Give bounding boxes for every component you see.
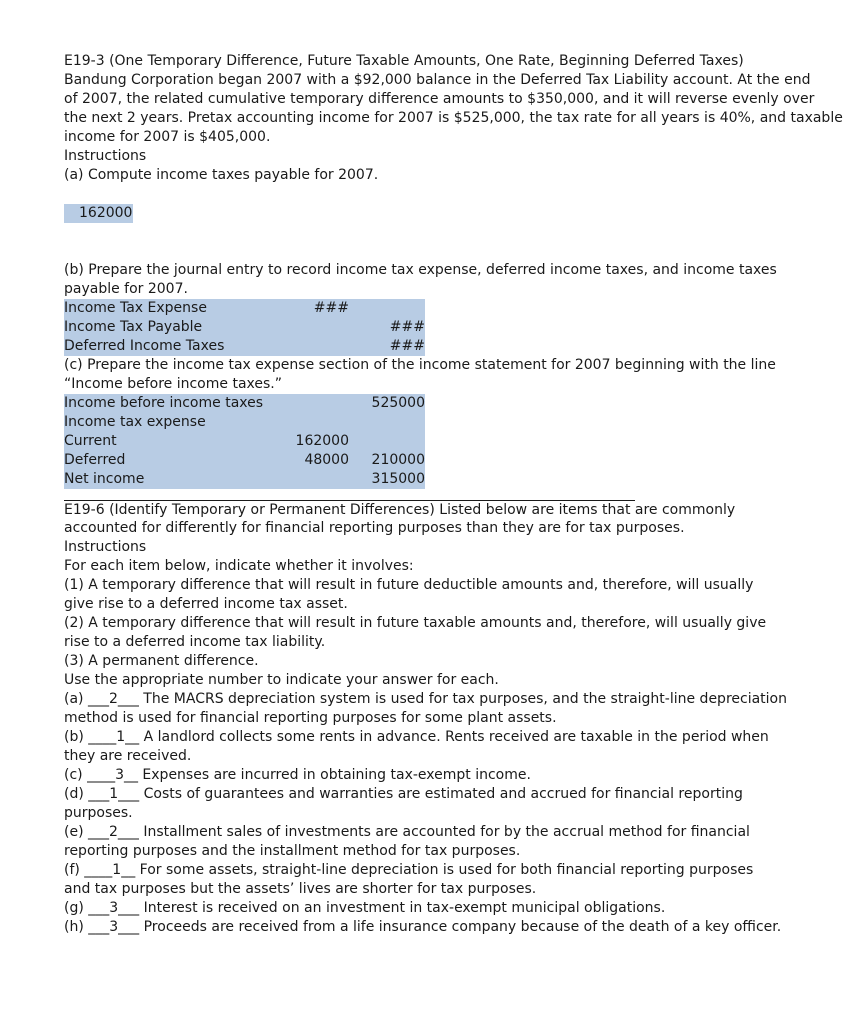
item-d-line: (d) ___1___ Costs of guarantees and warranties are estimated and accrued for financial reporting: [64, 786, 743, 802]
item-h-line: (h) ___3___ Proceeds are received from a life insurance company because of the death of a key officer.: [64, 919, 782, 935]
journal-credit: ###: [389, 338, 425, 354]
part-b-question: payable for 2007.: [64, 281, 188, 297]
part-c-question: “Income before income taxes.”: [64, 376, 282, 392]
e19-3-text-line: of 2007, the related cumulative temporary difference amounts to $350,000, and it will reverse evenly over: [64, 91, 815, 107]
statement-label: Net income: [64, 471, 145, 487]
part-a-question: (a) Compute income taxes payable for 2007.: [64, 167, 379, 183]
statement-mid: [284, 470, 349, 489]
statement-label: Income before income taxes: [64, 395, 264, 411]
statement-right: 210000: [371, 452, 425, 468]
item-a-line: (a) ___2___ The MACRS depreciation system is used for tax purposes, and the straight-line depreciation: [64, 691, 787, 707]
e19-6-text-line: rise to a deferred income tax liability.: [64, 634, 326, 650]
statement-right: 315000: [371, 471, 425, 487]
statement-label: Deferred: [64, 452, 126, 468]
statement-row[interactable]: [64, 451, 425, 470]
item-c-line: (c) ____3__ Expenses are incurred in obtaining tax-exempt income.: [64, 767, 531, 783]
statement-mid: [284, 394, 349, 413]
statement-right: 525000: [371, 395, 425, 411]
statement-row[interactable]: [64, 394, 425, 413]
item-b-line: (b) ____1__ A landlord collects some rents in advance. Rents received are taxable in the period when: [64, 729, 769, 745]
part-c-question: (c) Prepare the income tax expense section of the income statement for 2007 beginning with the line: [64, 357, 776, 373]
statement-label: Current: [64, 433, 117, 449]
e19-6-text-line: (3) A permanent difference.: [64, 653, 259, 669]
statement-right: [349, 413, 425, 432]
journal-credit: [349, 299, 425, 318]
answer-a-row: [64, 204, 635, 223]
journal-account: Deferred Income Taxes: [64, 338, 225, 354]
e19-6-text-line: give rise to a deferred income tax asset.: [64, 596, 348, 612]
journal-account: Income Tax Expense: [64, 300, 207, 316]
journal-row[interactable]: [64, 337, 425, 356]
item-f-line: and tax purposes but the assets’ lives are shorter for tax purposes.: [64, 881, 537, 897]
statement-mid: 162000: [295, 433, 349, 449]
e19-3-text-line: income for 2007 is $405,000.: [64, 129, 271, 145]
e19-6-text-line: accounted for differently for financial reporting purposes than they are for tax purposes.: [64, 520, 685, 536]
statement-row[interactable]: [64, 470, 425, 489]
item-f-line: (f) ____1__ For some assets, straight-line depreciation is used for both financial reporting purposes: [64, 862, 754, 878]
item-b-line: they are received.: [64, 748, 192, 764]
answer-a-cell[interactable]: 162000: [64, 204, 133, 223]
journal-credit: ###: [389, 319, 425, 335]
e19-3-text-line: the next 2 years. Pretax accounting income for 2007 is $525,000, the tax rate for all years is 40%, and taxable: [64, 110, 843, 126]
item-g-line: (g) ___3___ Interest is received on an investment in tax-exempt municipal obligations.: [64, 900, 666, 916]
journal-debit: [284, 318, 349, 337]
item-e-line: (e) ___2___ Installment sales of investments are accounted for by the accrual method for financial: [64, 824, 750, 840]
statement-row[interactable]: [64, 413, 425, 432]
journal-debit: ###: [313, 300, 349, 316]
item-e-line: reporting purposes and the installment method for tax purposes.: [64, 843, 521, 859]
income-statement-table: [64, 394, 635, 489]
item-a-line: method is used for financial reporting purposes for some plant assets.: [64, 710, 557, 726]
e19-6-title-line: E19-6 (Identify Temporary or Permanent Differences) Listed below are items that are commonly: [64, 502, 736, 518]
e19-3-title-line: E19-3 (One Temporary Difference, Future Taxable Amounts, One Rate, Beginning Deferred Taxes): [64, 53, 744, 69]
instructions-heading: Instructions: [64, 539, 147, 555]
e19-3-text-line: Bandung Corporation began 2007 with a $92,000 balance in the Deferred Tax Liability account. At the end: [64, 72, 811, 88]
statement-row[interactable]: [64, 432, 425, 451]
item-d-line: purposes.: [64, 805, 133, 821]
e19-6-text-line: (2) A temporary difference that will result in future taxable amounts and, therefore, will usually give: [64, 615, 767, 631]
e19-6-text-line: (1) A temporary difference that will result in future deductible amounts and, therefore, will usually: [64, 577, 754, 593]
instructions-heading: Instructions: [64, 148, 147, 164]
journal-row[interactable]: [64, 318, 425, 337]
statement-label: Income tax expense: [64, 414, 206, 430]
e19-6-text-line: For each item below, indicate whether it involves:: [64, 558, 414, 574]
statement-right: [349, 432, 425, 451]
statement-mid: [284, 413, 349, 432]
journal-debit: [284, 337, 349, 356]
part-b-question: (b) Prepare the journal entry to record income tax expense, deferred income taxes, and income taxes: [64, 262, 777, 278]
worksheet: [64, 52, 843, 937]
journal-account: Income Tax Payable: [64, 319, 203, 335]
journal-entry-table: [64, 299, 635, 356]
e19-6-text-line: Use the appropriate number to indicate your answer for each.: [64, 672, 499, 688]
statement-mid: 48000: [304, 452, 349, 468]
journal-row[interactable]: [64, 299, 425, 318]
